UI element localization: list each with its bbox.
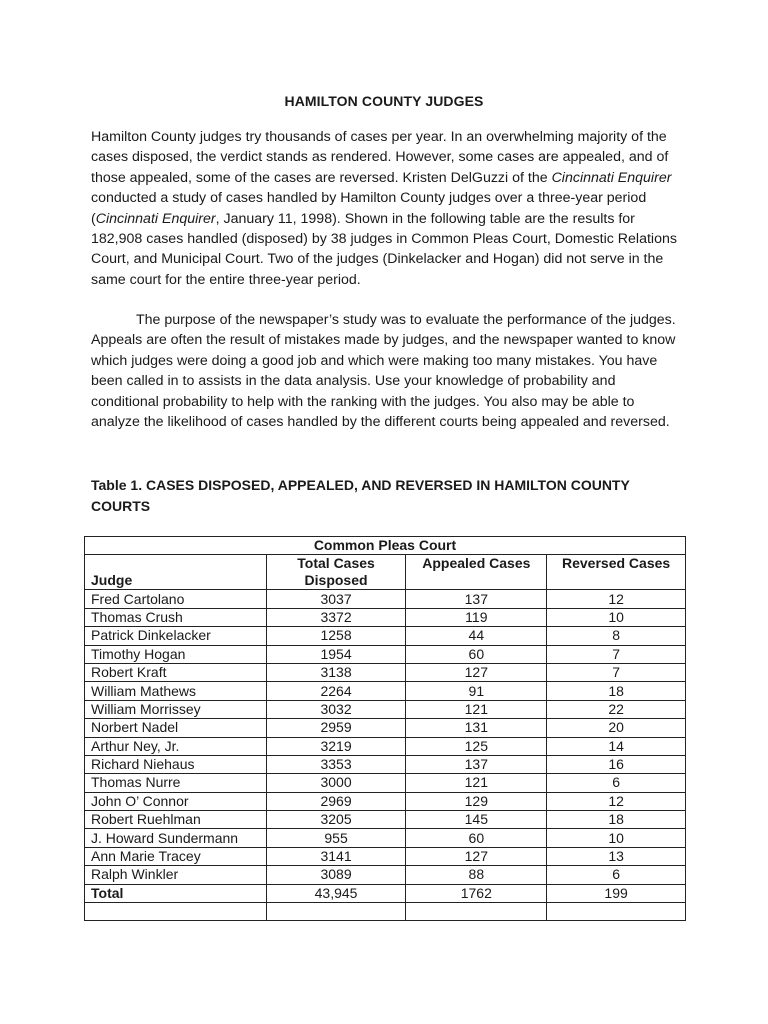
total-row [85, 884, 686, 902]
table-caption: Table 1. CASES DISPOSED, APPEALED, AND REVERSED IN HAMILTON COUNTY COURTS [91, 477, 630, 514]
judge-name: Thomas Nurre [85, 774, 267, 792]
empty-cell [547, 903, 686, 921]
reversed-count: 10 [547, 608, 686, 626]
intro-text-3: , January 11, 1998). Shown in the following table are the results for 182,908 cases handled (disposed) by 38 judges in Common Pleas Court, Domestic Relations Court, and Municipal Court. Two of the judges (Dinkelacker and Hogan) did not serve in the same court for the entire three-year period. [91, 210, 677, 288]
reversed-count: 8 [547, 627, 686, 645]
document-title: HAMILTON COUNTY JUDGES [284, 93, 484, 109]
total-disposed: 3000 [266, 774, 406, 792]
reversed-count: 6 [547, 866, 686, 884]
appealed-count: 119 [406, 608, 547, 626]
appealed-count: 88 [406, 866, 547, 884]
table-row [85, 792, 686, 810]
appealed-count: 44 [406, 627, 547, 645]
reversed-count: 22 [547, 700, 686, 718]
table-row [85, 590, 686, 608]
judge-name: Robert Ruehlman [85, 811, 267, 829]
total-disposed: 3205 [266, 811, 406, 829]
appealed-count: 145 [406, 811, 547, 829]
total-disposed: 1954 [266, 645, 406, 663]
total-disposed: 955 [266, 829, 406, 847]
empty-row [85, 903, 686, 921]
court-header-row [85, 537, 686, 555]
reversed-count: 18 [547, 811, 686, 829]
judge-name: William Mathews [85, 682, 267, 700]
judge-name: John O’ Connor [85, 792, 267, 810]
total-disposed: 3141 [266, 847, 406, 865]
appealed-count: 129 [406, 792, 547, 810]
table-row [85, 847, 686, 865]
purpose-paragraph: The purpose of the newspaper’s study was to evaluate the performance of the judges. Appeals are often the result of mistakes made by judges, and the newspaper wanted to know which judges were doing a good job and which were making too many mistakes. You have been called in to assists in the data analysis. Use your knowledge of probability and conditional probability to help with the ranking with the judges. You also may be able to analyze the likelihood of cases handled by the different courts being appealed and reversed. [91, 312, 676, 431]
judge-name: Timothy Hogan [85, 645, 267, 663]
total-disposed: 2959 [266, 719, 406, 737]
appealed-count: 127 [406, 663, 547, 681]
appealed-count: 60 [406, 645, 547, 663]
reversed-cases-column-header: Reversed Cases [547, 555, 686, 590]
appealed-count: 125 [406, 737, 547, 755]
cases-table [84, 536, 686, 921]
judge-column-header: Judge [85, 555, 267, 590]
judge-name: Ralph Winkler [85, 866, 267, 884]
appealed-count: 121 [406, 700, 547, 718]
judge-name: Richard Niehaus [85, 755, 267, 773]
reversed-count: 7 [547, 663, 686, 681]
total-reversed: 199 [547, 884, 686, 902]
total-disposed: 3037 [266, 590, 406, 608]
reversed-count: 7 [547, 645, 686, 663]
total-disposed: 43,945 [266, 884, 406, 902]
reversed-count: 6 [547, 774, 686, 792]
table-row [85, 645, 686, 663]
empty-cell [85, 903, 267, 921]
intro-text-2: conducted a study of cases handled by Hamilton County judges over a three-year period ( [91, 190, 647, 227]
table-row [85, 700, 686, 718]
appealed-count: 91 [406, 682, 547, 700]
court-name: Common Pleas Court [85, 537, 686, 555]
judge-name: Robert Kraft [85, 663, 267, 681]
total-appealed: 1762 [406, 884, 547, 902]
total-disposed: 3138 [266, 663, 406, 681]
intro-paragraph [91, 127, 681, 290]
table-row [85, 627, 686, 645]
appealed-count: 60 [406, 829, 547, 847]
reversed-count: 18 [547, 682, 686, 700]
table-row [85, 866, 686, 884]
judge-name: Norbert Nadel [85, 719, 267, 737]
column-header-row [85, 555, 686, 590]
total-disposed: 3219 [266, 737, 406, 755]
reversed-count: 12 [547, 590, 686, 608]
total-label: Total [85, 884, 267, 902]
judge-name: William Morrissey [85, 700, 267, 718]
reversed-count: 16 [547, 755, 686, 773]
total-disposed: 2969 [266, 792, 406, 810]
appealed-count: 121 [406, 774, 547, 792]
table-row [85, 608, 686, 626]
reversed-count: 10 [547, 829, 686, 847]
reversed-count: 13 [547, 847, 686, 865]
publication-name-2: Cincinnati Enquirer [95, 210, 216, 227]
judge-name: Thomas Crush [85, 608, 267, 626]
empty-cell [406, 903, 547, 921]
table-row [85, 737, 686, 755]
appealed-count: 127 [406, 847, 547, 865]
total-disposed: 3032 [266, 700, 406, 718]
judge-name: Ann Marie Tracey [85, 847, 267, 865]
table-row [85, 663, 686, 681]
appealed-count: 131 [406, 719, 547, 737]
table-row [85, 755, 686, 773]
total-disposed: 3089 [266, 866, 406, 884]
appealed-cases-column-header: Appealed Cases [406, 555, 547, 590]
reversed-count: 14 [547, 737, 686, 755]
publication-name-1: Cincinnati Enquirer [551, 169, 672, 186]
judge-name: Patrick Dinkelacker [85, 627, 267, 645]
table-row [85, 682, 686, 700]
total-disposed: 3372 [266, 608, 406, 626]
total-disposed: 1258 [266, 627, 406, 645]
judge-name: J. Howard Sundermann [85, 829, 267, 847]
judge-name: Arthur Ney, Jr. [85, 737, 267, 755]
table-body [85, 590, 686, 921]
table-row [85, 774, 686, 792]
intro-text-1: Hamilton County judges try thousands of cases per year. In an overwhelming majority of the cases disposed, the verdict stands as rendered. However, some cases are appealed, and of those appealed, some of the cases are reversed. Kristen DelGuzzi of the [91, 129, 669, 186]
appealed-count: 137 [406, 590, 547, 608]
table-row [85, 829, 686, 847]
table-row [85, 719, 686, 737]
table-row [85, 811, 686, 829]
judge-name: Fred Cartolano [85, 590, 267, 608]
reversed-count: 20 [547, 719, 686, 737]
reversed-count: 12 [547, 792, 686, 810]
total-disposed: 3353 [266, 755, 406, 773]
appealed-count: 137 [406, 755, 547, 773]
empty-cell [266, 903, 406, 921]
total-disposed: 2264 [266, 682, 406, 700]
total-cases-column-header: Total Cases Disposed [266, 555, 406, 590]
